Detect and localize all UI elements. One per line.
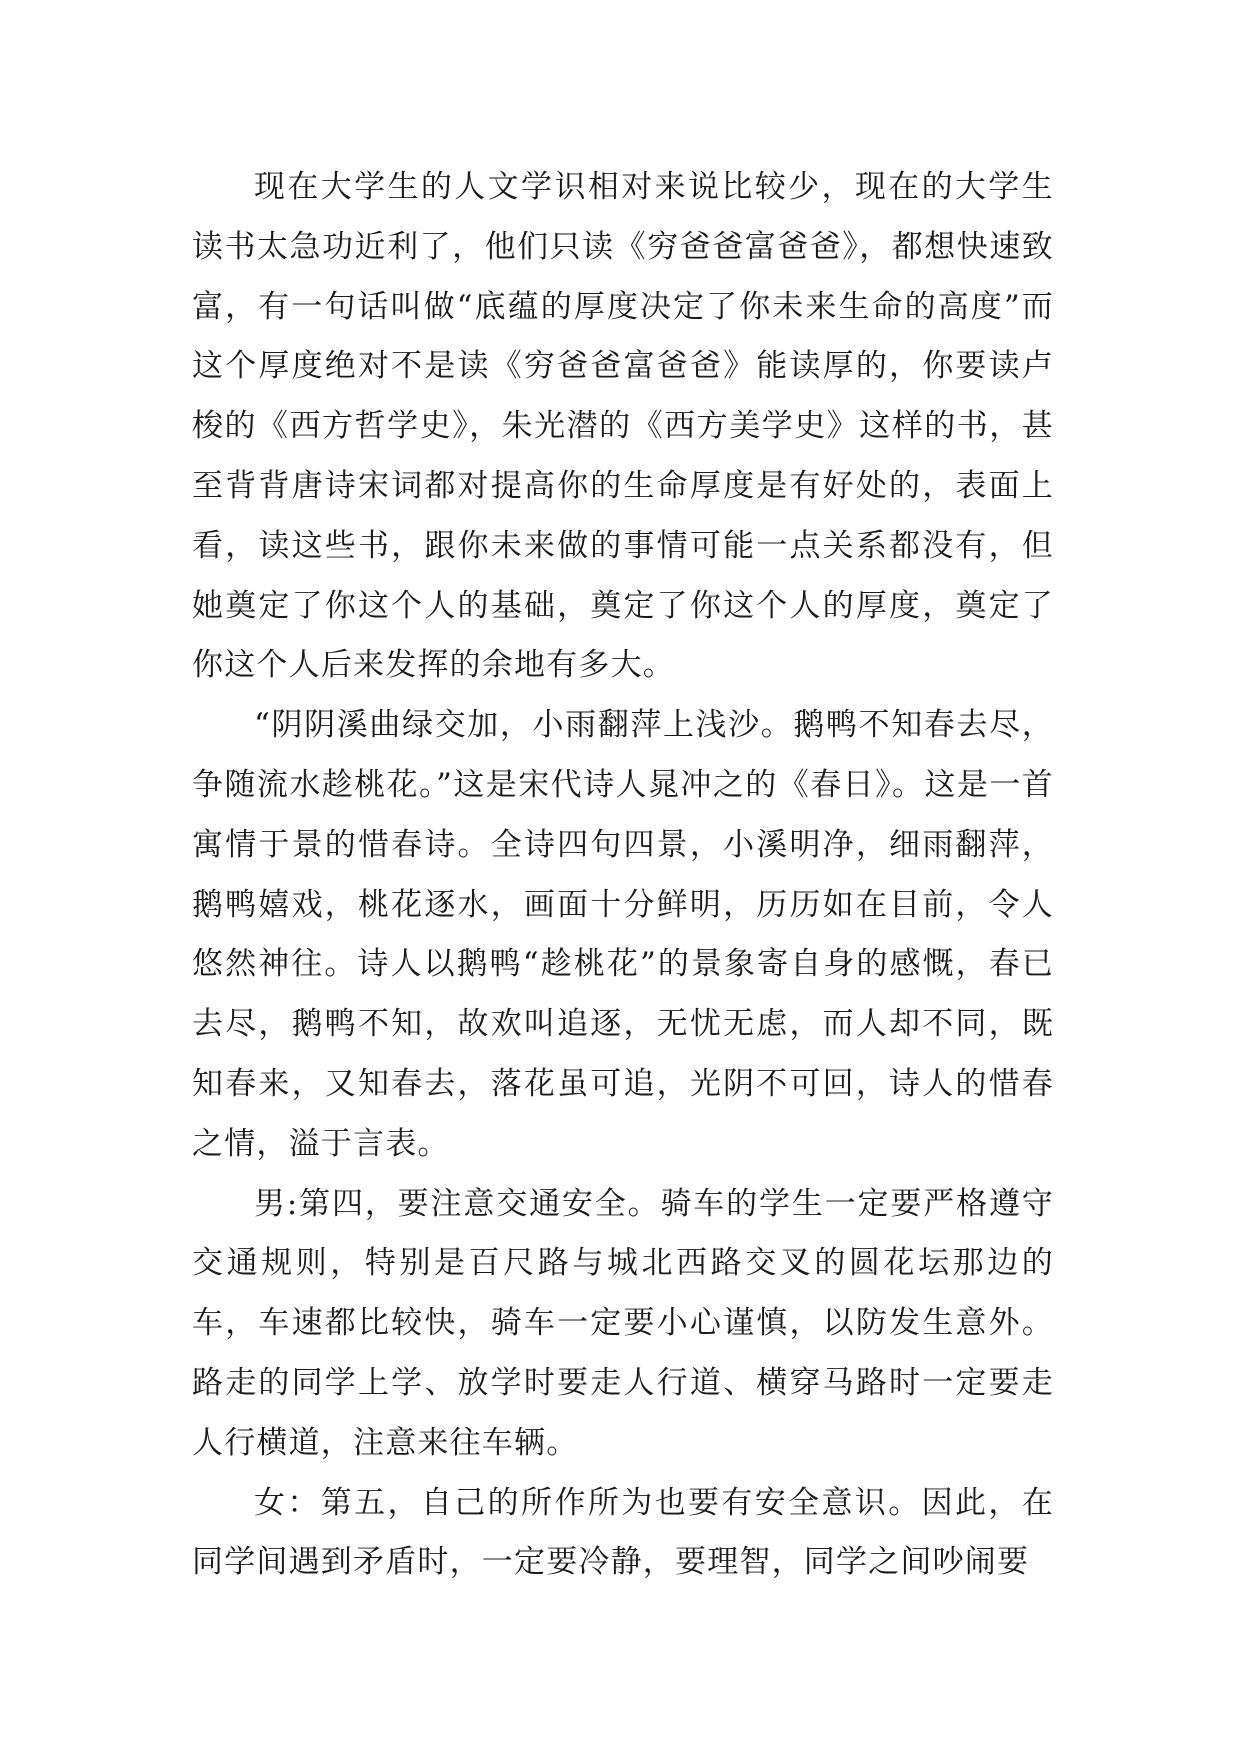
paragraph-traffic-safety: 男:第四，要注意交通安全。骑车的学生一定要严格遵守交通规则，特别是百尺路与城北西路交叉的圆花坛那边的车，车速都比较快，骑车一定要小心谨慎，以防发生意外。路走的同学上学、放学时要走人行道、横穿马路时一定要走人行横道，注意来往车辆。	[192, 1185, 1054, 1461]
paragraph-safety-awareness: 女：第五，自己的所作所为也要有安全意识。因此，在同学间遇到矛盾时，一定要冷静，要理智，同学之间吵闹要	[192, 1484, 1054, 1581]
paragraph-humanities: 现在大学生的人文学识相对来说比较少，现在的大学生读书太急功近利了，他们只读《穷爸爸富爸爸》，都想快速致富，有一句话叫做“底蕴的厚度决定了你未来生命的高度”而这个厚度绝对不是读《穷爸爸富爸爸》能读厚的，你要读卢梭的《西方哲学史》，朱光潜的《西方美学史》这样的书，甚至背背唐诗宋词都对提高你的生命厚度是有好处的，表面上看，读这些书，跟你未来做的事情可能一点关系都没有，但她奠定了你这个人的基础，奠定了你这个人的厚度，奠定了你这个人后来发挥的余地有多大。	[192, 169, 1054, 684]
document-body	[192, 158, 1054, 1593]
paragraph-spring-poem: “阴阴溪曲绿交加，小雨翻萍上浅沙。鹅鸭不知春去尽，争随流水趁桃花。”这是宋代诗人晁冲之的《春日》。这是一首寓情于景的惜春诗。全诗四句四景，小溪明净，细雨翻萍，鹅鸭嬉戏，桃花逐水，画面十分鲜明，历历如在目前，令人悠然神往。诗人以鹅鸭“趁桃花”的景象寄自身的感慨，春已去尽，鹅鸭不知，故欢叫追逐，无忧无虑，而人却不同，既知春来，又知春去，落花虽可追，光阴不可回，诗人的惜春之情，溢于言表。	[192, 707, 1054, 1162]
